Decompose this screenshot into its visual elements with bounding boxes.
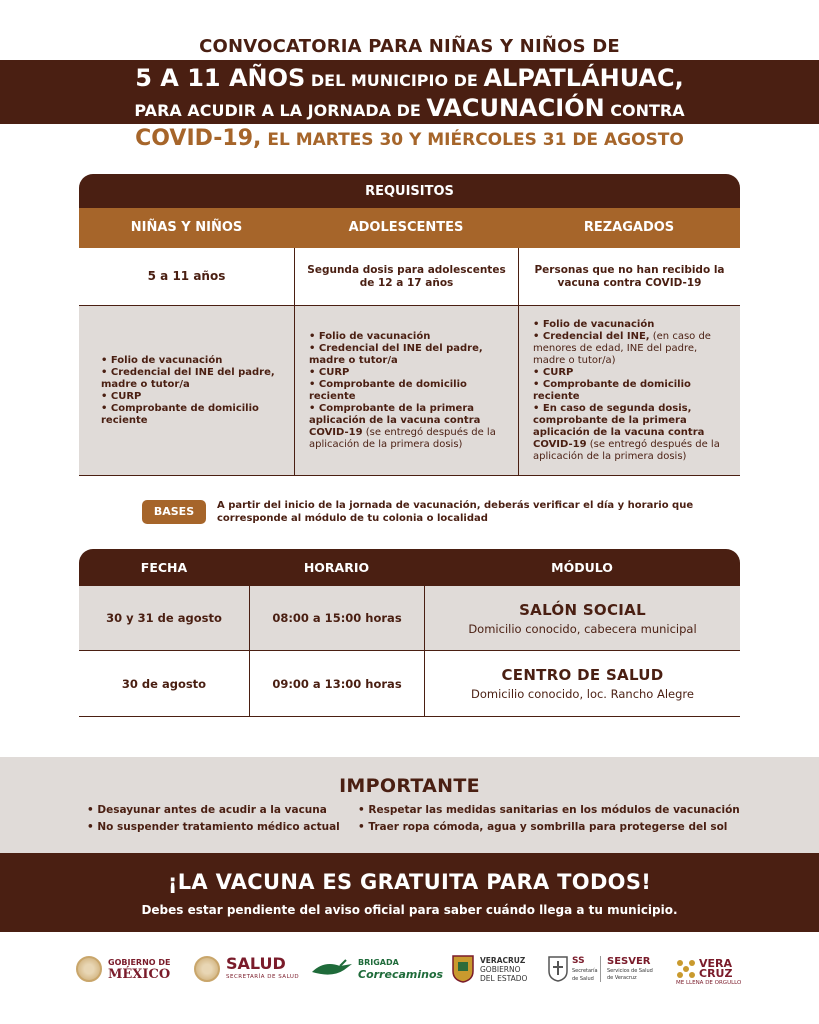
list-item: • Folio de vacunación	[101, 354, 223, 366]
schedule-header-row	[79, 549, 740, 586]
logo-text: VERA	[699, 957, 733, 970]
header-vacunacion: VACUNACIÓN	[426, 94, 605, 122]
header	[0, 0, 819, 160]
bases-text: A partir del inicio de la jornada de vacunación, deberás verificar el día y horario que corresponde al módulo de tu colonia o localidad	[217, 500, 694, 524]
horario-text: 09:00 a 13:00 horas	[272, 676, 402, 691]
header-covid: COVID-19,	[135, 126, 262, 151]
cell-fecha	[79, 586, 249, 650]
health-shield-icon	[548, 956, 568, 982]
logo-text: GOBIERNO	[480, 964, 521, 974]
banner-subtitle: Debes estar pendiente del aviso oficial para saber cuándo llega a tu municipio.	[141, 903, 678, 917]
logo-text: SALUD	[226, 954, 286, 973]
sesver-logo	[600, 944, 653, 994]
schedule-table	[79, 549, 740, 717]
list-item-text: • Credencial del INE,	[533, 330, 650, 342]
salud-logo	[194, 944, 299, 994]
secretaria-salud-veracruz-logo	[548, 944, 598, 994]
column-header-adolescentes: ADOLESCENTES	[348, 220, 464, 235]
requirements-docs-row	[79, 306, 740, 476]
modulo-address: Domicilio conocido, cabecera municipal	[468, 621, 697, 636]
logo-text: GOBIERNO DE	[108, 958, 171, 967]
logo-text: Secretaría	[572, 967, 598, 974]
free-vaccine-banner	[0, 853, 819, 932]
logo-text: Correcaminos	[358, 968, 444, 981]
important-item: • Respetar las medidas sanitarias en los módulos de vacunación	[358, 804, 740, 816]
logo-text: BRIGADA	[358, 958, 399, 967]
list-item: • CURP	[309, 366, 350, 378]
list-item-note: (se entregó después de la aplicación de la primera dosis)	[533, 438, 720, 462]
column-header-fecha: FECHA	[140, 560, 188, 575]
header-line-2	[0, 64, 819, 92]
requirements-table	[79, 174, 740, 476]
header-line-2-text: DEL MUNICIPIO DE	[305, 71, 484, 90]
modulo-name: SALÓN SOCIAL	[519, 600, 646, 619]
requirements-title: REQUISITOS	[79, 174, 740, 208]
group-adolescentes: Segunda dosis para adolescentes de 12 a 17 años	[294, 248, 518, 305]
column-header-horario: HORARIO	[303, 560, 370, 575]
bases-badge: BASES	[142, 500, 206, 524]
logo-text: de Veracruz	[607, 975, 637, 981]
important-item: • Desayunar antes de acudir a la vacuna	[87, 804, 327, 816]
list-item: • Folio de vacunación	[309, 330, 431, 342]
header-age-range: 5 A 11 AÑOS	[135, 64, 306, 92]
column-header-modulo: MÓDULO	[551, 560, 613, 575]
list-item: • Comprobante de domicilio reciente	[101, 402, 259, 426]
list-item	[533, 403, 728, 463]
header-line-3-text-a: PARA ACUDIR A LA JORNADA DE	[134, 101, 427, 120]
docs-adolescentes	[294, 306, 518, 475]
header-municipality: ALPATLÁHUAC,	[483, 64, 684, 92]
gobierno-mexico-logo	[76, 944, 170, 994]
cell-modulo	[424, 651, 740, 716]
list-item: • Credencial del INE del padre, madre o tutor/a	[309, 342, 483, 366]
cell-modulo	[424, 586, 740, 650]
requirements-header-row	[79, 208, 740, 248]
requirements-group-row	[79, 248, 740, 306]
header-line-3	[0, 94, 819, 122]
table-row	[79, 651, 740, 717]
logo-tagline: ME LLENA DE ORGULLO	[676, 980, 742, 986]
national-seal-icon	[76, 956, 102, 982]
banner-title: ¡LA VACUNA ES GRATUITA PARA TODOS!	[167, 870, 652, 894]
list-item	[309, 403, 506, 451]
logo-text: Servicios de Salud	[607, 968, 653, 974]
column-header-ninos: NIÑAS Y NIÑOS	[130, 220, 243, 235]
cell-fecha	[79, 651, 249, 716]
important-section	[0, 757, 819, 853]
flower-pattern-icon	[676, 959, 696, 979]
list-item: • CURP	[101, 390, 142, 402]
logo-text: de Salud	[572, 975, 594, 982]
logo-text: SESVER	[607, 956, 651, 967]
list-item: • Credencial del INE del padre, madre o tutor/a	[101, 366, 275, 390]
list-item-note: (en caso de menores de edad, INE del padre, madre o tutor/a)	[533, 330, 711, 366]
table-row	[79, 586, 740, 651]
roadrunner-icon	[310, 958, 354, 980]
important-item: • No suspender tratamiento médico actual	[87, 821, 340, 833]
list-item	[533, 331, 728, 367]
header-dates: EL MARTES 30 Y MIÉRCOLES 31 DE AGOSTO	[261, 130, 684, 150]
list-item: • CURP	[533, 366, 574, 378]
horario-text: 08:00 a 15:00 horas	[272, 611, 402, 625]
modulo-name: CENTRO DE SALUD	[501, 666, 664, 684]
header-band	[0, 60, 819, 124]
modulo-address: Domicilio conocido, loc. Rancho Alegre	[471, 687, 694, 701]
docs-rezagados	[518, 306, 740, 475]
list-item-text: • Comprobante de la primera aplicación de la vacuna contra COVID-19	[309, 402, 481, 438]
group-ninos: 5 a 11 años	[147, 269, 226, 283]
fecha-text: 30 de agosto	[121, 676, 207, 691]
cell-horario	[249, 651, 424, 716]
important-item: • Traer ropa cómoda, agua y sombrilla para protegerse del sol	[358, 821, 728, 833]
logo-text: VERACRUZ	[480, 955, 526, 965]
logo-strip	[0, 944, 819, 994]
logo-text: SECRETARÍA DE SALUD	[226, 974, 300, 980]
fecha-text: 30 y 31 de agosto	[106, 611, 222, 625]
header-line-4	[0, 126, 819, 151]
header-line-1: CONVOCATORIA PARA NIÑAS Y NIÑOS DE	[199, 36, 620, 57]
header-line-3-text-b: CONTRA	[604, 101, 685, 120]
docs-ninos	[79, 306, 294, 475]
national-seal-icon	[194, 956, 220, 982]
logo-text: MÉXICO	[108, 967, 171, 982]
list-item: • Comprobante de domicilio reciente	[309, 378, 467, 402]
list-item: • Folio de vacunación	[533, 318, 655, 330]
veracruz-orgullo-logo	[676, 944, 742, 994]
group-rezagados: Personas que no han recibido la vacuna contra COVID-19	[518, 248, 740, 305]
list-item-text: • En caso de segunda dosis, comprobante de la primera aplicación de la vacuna contra COVID-19	[533, 402, 705, 450]
important-title: IMPORTANTE	[339, 775, 480, 797]
cell-horario	[249, 586, 424, 650]
logo-text: SS	[572, 955, 585, 966]
logo-text: DEL ESTADO	[480, 973, 528, 983]
brigada-correcaminos-logo	[310, 944, 443, 994]
state-shield-icon	[452, 955, 474, 983]
list-item: • Comprobante de domicilio reciente	[533, 378, 691, 402]
column-header-rezagados: REZAGADOS	[583, 220, 675, 235]
logo-text: CRUZ	[699, 967, 733, 980]
list-item-note: (se entregó después de la aplicación de la primera dosis)	[309, 426, 496, 450]
veracruz-gobierno-logo	[452, 944, 527, 994]
